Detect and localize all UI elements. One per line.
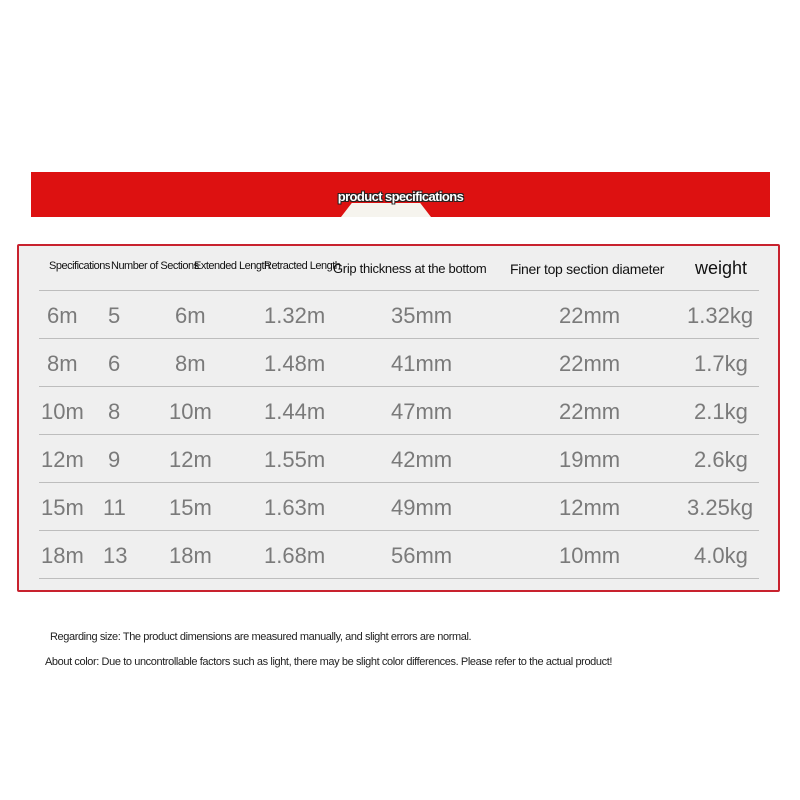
cell-grip: 49mm [391, 495, 453, 520]
cell-spec: 10m [41, 399, 84, 424]
cell-weight: 1.32kg [687, 303, 754, 328]
cell-retracted: 1.68m [264, 543, 326, 568]
cell-weight: 2.6kg [694, 447, 748, 472]
cell-extended: 18m [169, 543, 212, 568]
header-number-of-sections: Number of Sections [111, 260, 199, 272]
cell-extended: 15m [169, 495, 212, 520]
cell-top-diameter: 22mm [559, 351, 621, 376]
cell-weight: 3.25kg [687, 495, 754, 520]
header-top-section-diameter: Finer top section diameter [510, 261, 665, 277]
cell-grip: 47mm [391, 399, 453, 424]
header-retracted-length: Retracted Length [264, 260, 341, 272]
header-grip-thickness: Grip thickness at the bottom [333, 261, 487, 276]
banner-notch [341, 203, 431, 217]
row-divider [39, 434, 759, 435]
cell-sections: 13 [103, 543, 128, 568]
cell-top-diameter: 10mm [559, 543, 621, 568]
cell-extended: 8m [175, 351, 206, 376]
cell-sections: 9 [108, 447, 121, 472]
cell-top-diameter: 22mm [559, 303, 621, 328]
cell-sections: 8 [108, 399, 121, 424]
cell-grip: 41mm [391, 351, 453, 376]
cell-spec: 6m [47, 303, 78, 328]
cell-weight: 1.7kg [694, 351, 748, 376]
specifications-banner [31, 172, 770, 217]
header-specifications: Specifications [49, 260, 110, 272]
cell-retracted: 1.32m [264, 303, 326, 328]
cell-grip: 56mm [391, 543, 453, 568]
cell-extended: 6m [175, 303, 206, 328]
cell-retracted: 1.48m [264, 351, 326, 376]
cell-extended: 10m [169, 399, 212, 424]
size-note: Regarding size: The product dimensions are measured manually, and slight errors are normal. [50, 631, 472, 643]
cell-sections: 5 [108, 303, 121, 328]
cell-weight: 2.1kg [694, 399, 748, 424]
row-divider [39, 338, 759, 339]
cell-top-diameter: 12mm [559, 495, 621, 520]
row-divider [39, 530, 759, 531]
row-divider [39, 578, 759, 579]
cell-top-diameter: 19mm [559, 447, 621, 472]
row-divider [39, 482, 759, 483]
cell-grip: 35mm [391, 303, 453, 328]
cell-extended: 12m [169, 447, 212, 472]
cell-sections: 6 [108, 351, 121, 376]
color-note: About color: Due to uncontrollable factors such as light, there may be slight color differences. Please refer to the actual product! [45, 656, 613, 668]
cell-retracted: 1.44m [264, 399, 326, 424]
header-weight: weight [695, 258, 748, 278]
row-divider [39, 386, 759, 387]
banner-title: product specifications [337, 189, 464, 204]
cell-grip: 42mm [391, 447, 453, 472]
cell-retracted: 1.55m [264, 447, 326, 472]
cell-spec: 18m [41, 543, 84, 568]
cell-spec: 12m [41, 447, 84, 472]
specifications-table [17, 244, 780, 592]
cell-sections: 11 [103, 495, 126, 520]
cell-spec: 8m [47, 351, 78, 376]
cell-spec: 15m [41, 495, 84, 520]
header-extended-length: Extended Length [194, 260, 270, 272]
row-divider [39, 290, 759, 291]
cell-retracted: 1.63m [264, 495, 326, 520]
cell-weight: 4.0kg [694, 543, 748, 568]
cell-top-diameter: 22mm [559, 399, 621, 424]
